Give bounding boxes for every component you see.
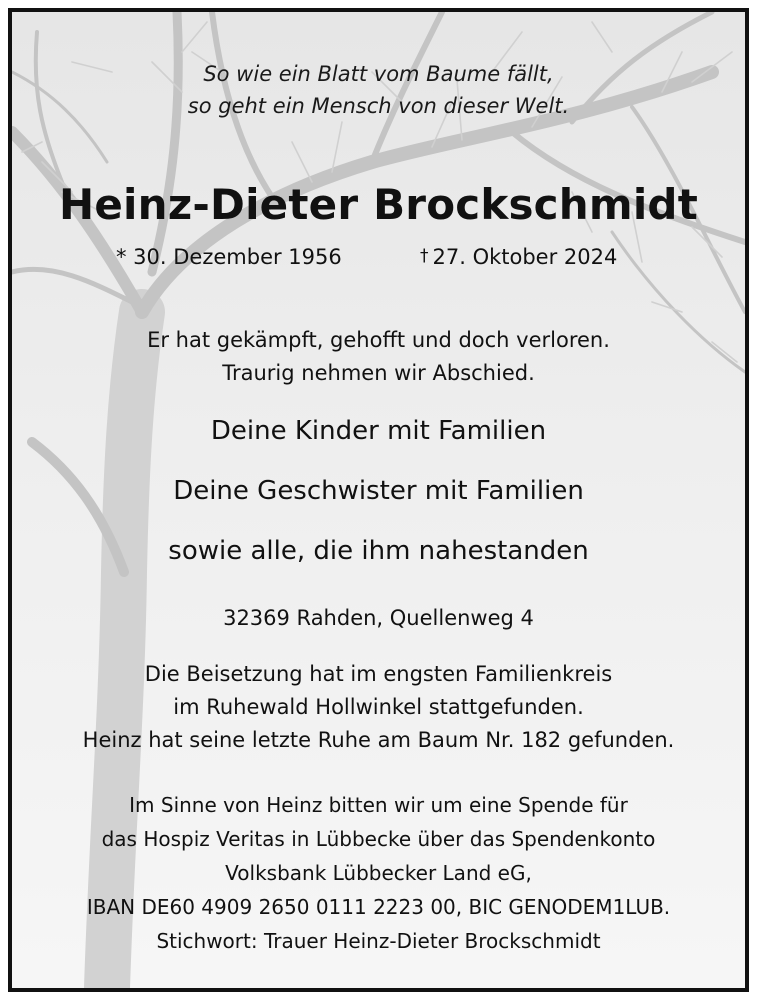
donation-iban: IBAN DE60 4909 2650 0111 2223 00, BIC GENODEM1LUB. [86, 895, 671, 919]
burial-line-1: Die Beisetzung hat im engsten Familienkreis [144, 662, 613, 686]
address: 32369 Rahden, Quellenweg 4 [223, 606, 534, 630]
mourning-line-2: Traurig nehmen wir Abschied. [222, 361, 535, 385]
donation-notice [12, 788, 745, 958]
donation-keyword: Stichwort: Trauer Heinz-Dieter Brockschmidt [156, 929, 601, 953]
donation-line-2: das Hospiz Veritas in Lübbecke über das Spendenkonto [101, 827, 656, 851]
burial-line-3: Heinz hat seine letzte Ruhe am Baum Nr. 182 gefunden. [82, 728, 675, 752]
life-dates [12, 245, 745, 275]
quote-line-1: So wie ein Blatt vom Baume fällt, [203, 62, 554, 86]
family-line-children: Deine Kinder mit Familien [210, 416, 547, 446]
burial-line-2: im Ruhewald Hollwinkel stattgefunden. [173, 695, 584, 719]
donation-line-3: Volksbank Lübbecker Land eG, [225, 861, 532, 885]
quote-line-2: so geht ein Mensch von dieser Welt. [187, 94, 570, 118]
deceased-name: Heinz-Dieter Brockschmidt [59, 180, 698, 229]
birth-date: * 30. Dezember 1956 [116, 245, 342, 269]
mourning-text [12, 324, 745, 390]
family-line-relatives: sowie alle, die ihm nahestanden [168, 536, 589, 566]
mourning-line-1: Er hat gekämpft, gehofft und doch verloren. [147, 328, 610, 352]
obituary-frame [8, 8, 749, 992]
donation-line-1: Im Sinne von Heinz bitten wir um eine Spende für [129, 793, 628, 817]
family-line-siblings: Deine Geschwister mit Familien [173, 476, 584, 506]
burial-notice [12, 658, 745, 757]
death-date-group [420, 245, 617, 269]
cross-icon: † [420, 246, 429, 266]
opening-quote [12, 58, 745, 122]
death-date: 27. Oktober 2024 [432, 245, 618, 269]
